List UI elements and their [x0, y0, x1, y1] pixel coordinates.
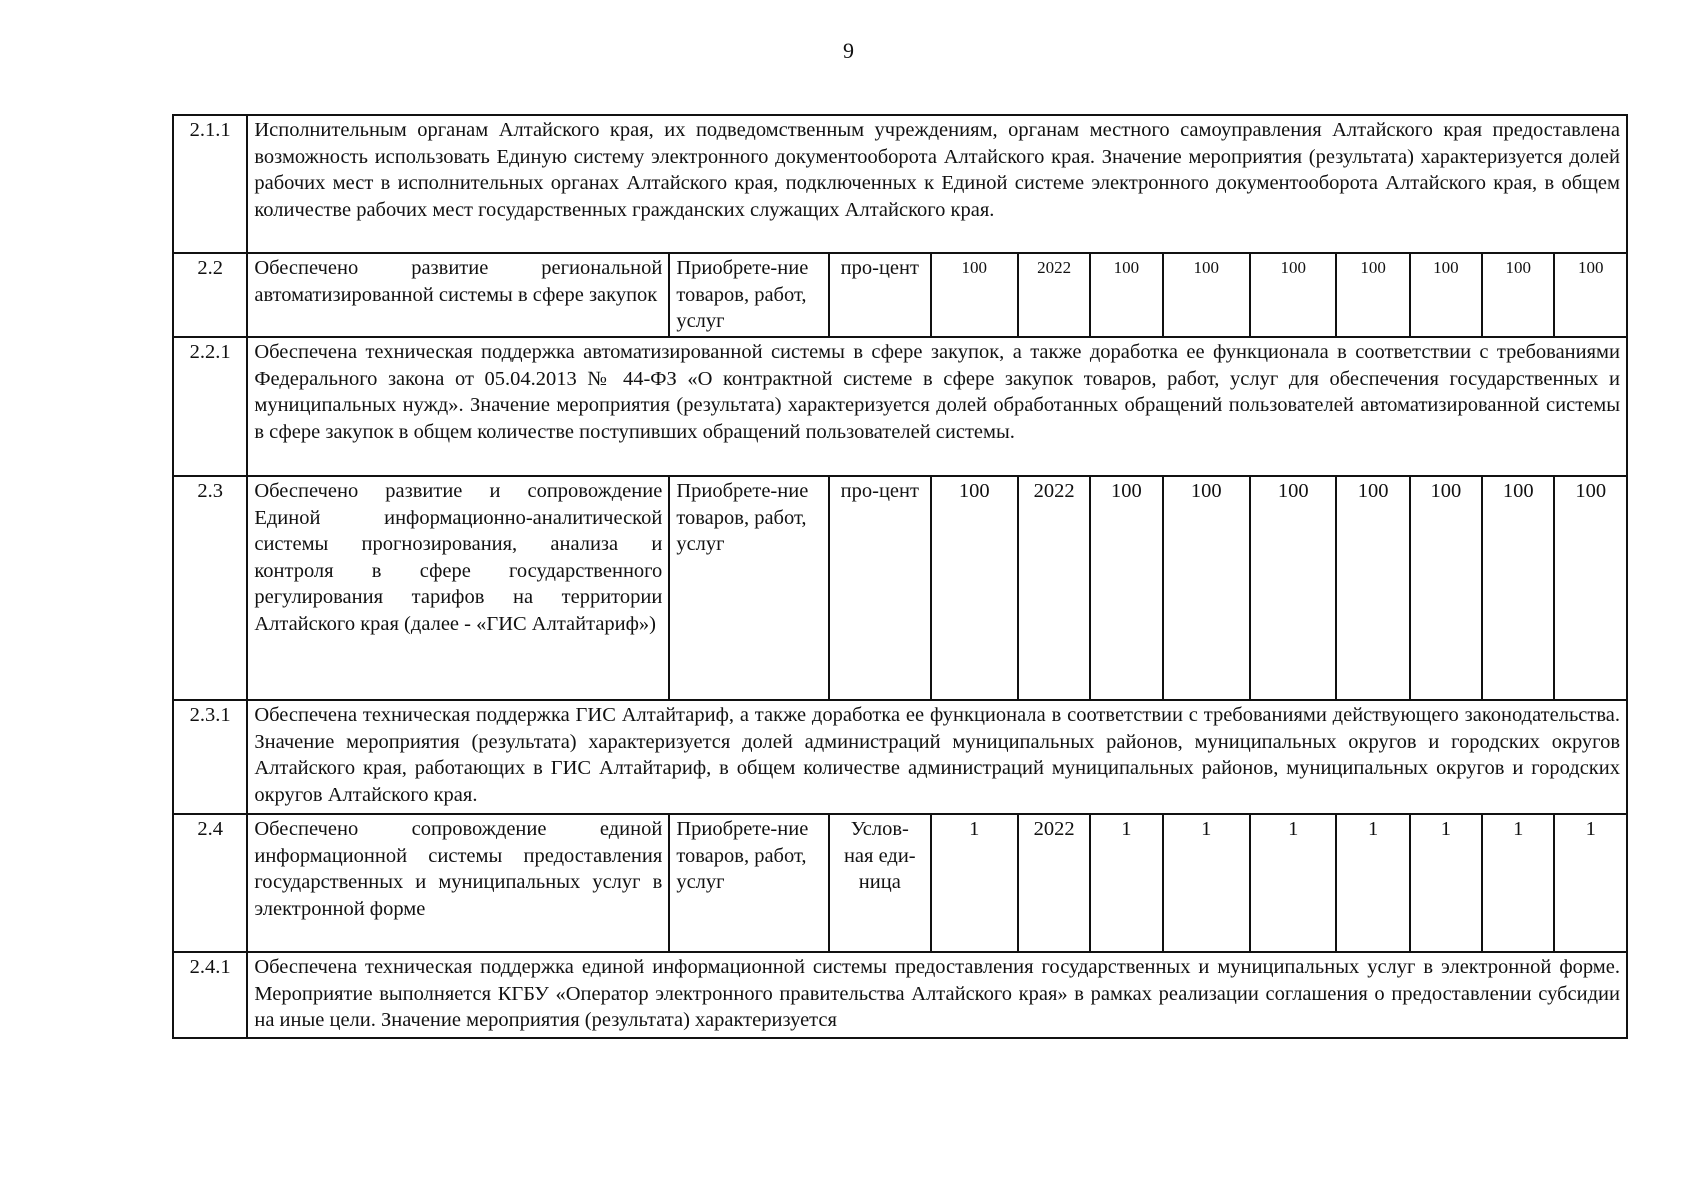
year-value: 1 — [1554, 814, 1627, 952]
year-value: 100 — [1090, 253, 1162, 337]
result-kind: Приобрете-ние товаров, работ, услуг — [669, 253, 829, 337]
row-description: Обеспечена техническая поддержка единой информационной системы предоставления государственных и муниципальных услуг в электронной форме. Мероприятие выполняется КГБУ «Оператор электронного правительства Алтайского края» в рамках реализации соглашения о предоставлении субсидии на иные цели. Значение мероприятия (результата) характеризуется — [247, 952, 1627, 1038]
row-number: 2.1.1 — [173, 115, 247, 253]
year-value: 1 — [1090, 814, 1162, 952]
year-value: 100 — [1410, 476, 1482, 700]
row-description: Исполнительным органам Алтайского края, их подведомственным учреждениям, органам местного самоуправления Алтайского края предоставлена возможность использовать Единую систему электронного документооборота Алтайского края. Значение мероприятия (результата) характеризуется долей рабочих мест в исполнительных органах Алтайского края, подключенных к Единой системе электронного документооборота Алтайского края, в общем количестве рабочих мест государственных гражданских служащих Алтайского края. — [247, 115, 1627, 253]
row-number: 2.2 — [173, 253, 247, 337]
year-value: 100 — [1250, 476, 1336, 700]
row-number: 2.3.1 — [173, 700, 247, 814]
unit: про-цент — [829, 253, 930, 337]
year-value: 100 — [1482, 476, 1554, 700]
year-value: 100 — [1163, 253, 1250, 337]
result-name: Обеспечено развитие региональной автоматизированной системы в сфере закупок — [247, 253, 669, 337]
result-kind: Приобрете-ние товаров, работ, услуг — [669, 476, 829, 700]
page-number: 9 — [843, 38, 854, 63]
results-table — [172, 114, 1628, 1039]
result-kind: Приобрете-ние товаров, работ, услуг — [669, 814, 829, 952]
table-row — [173, 700, 1627, 814]
table-row — [173, 952, 1627, 1038]
table-row — [173, 115, 1627, 253]
year-value: 100 — [1250, 253, 1336, 337]
row-description: Обеспечена техническая поддержка автоматизированной системы в сфере закупок, а также доработка ее функционала в соответствии с требованиями Федерального закона от 05.04.2013 № 44-ФЗ «О контрактной системе в сфере закупок товаров, работ, услуг для обеспечения государственных и муниципальных нужд». Значение мероприятия (результата) характеризуется долей обработанных обращений пользователей автоматизированной системы в сфере закупок в общем количестве поступивших обращений пользователей системы. — [247, 337, 1627, 476]
year-value: 100 — [1090, 476, 1162, 700]
table-row — [173, 476, 1627, 700]
year-value: 1 — [1336, 814, 1409, 952]
unit: про-цент — [829, 476, 930, 700]
table-row — [173, 337, 1627, 476]
base-year: 2022 — [1018, 253, 1090, 337]
year-value: 100 — [1336, 253, 1409, 337]
base-value: 1 — [931, 814, 1018, 952]
table-row — [173, 253, 1627, 337]
year-value: 100 — [1554, 253, 1627, 337]
year-value: 100 — [1410, 253, 1482, 337]
result-name: Обеспечено развитие и сопровождение Единой информационно-аналитической системы прогнозирования, анализа и контроля в сфере государственного регулирования тарифов на территории Алтайского края (далее - «ГИС Алтайтариф») — [247, 476, 669, 700]
row-number: 2.4.1 — [173, 952, 247, 1038]
year-value: 100 — [1482, 253, 1554, 337]
year-value: 100 — [1554, 476, 1627, 700]
year-value: 1 — [1410, 814, 1482, 952]
table-row — [173, 814, 1627, 952]
year-value: 100 — [1163, 476, 1250, 700]
year-value: 1 — [1163, 814, 1250, 952]
row-description: Обеспечена техническая поддержка ГИС Алтайтариф, а также доработка ее функционала в соответствии с требованиями действующего законодательства. Значение мероприятия (результата) характеризуется долей администраций муниципальных районов, муниципальных округов и городских округов Алтайского края, работающих в ГИС Алтайтариф, в общем количестве администраций муниципальных районов, муниципальных округов и городских округов Алтайского края. — [247, 700, 1627, 814]
row-number: 2.3 — [173, 476, 247, 700]
base-year: 2022 — [1018, 476, 1090, 700]
base-value: 100 — [931, 253, 1018, 337]
base-year: 2022 — [1018, 814, 1090, 952]
row-number: 2.2.1 — [173, 337, 247, 476]
result-name: Обеспечено сопровождение единой информационной системы предоставления государственных и муниципальных услуг в электронной форме — [247, 814, 669, 952]
year-value: 100 — [1336, 476, 1409, 700]
base-value: 100 — [931, 476, 1018, 700]
year-value: 1 — [1482, 814, 1554, 952]
row-number: 2.4 — [173, 814, 247, 952]
unit: Услов-ная еди-ница — [829, 814, 930, 952]
year-value: 1 — [1250, 814, 1336, 952]
